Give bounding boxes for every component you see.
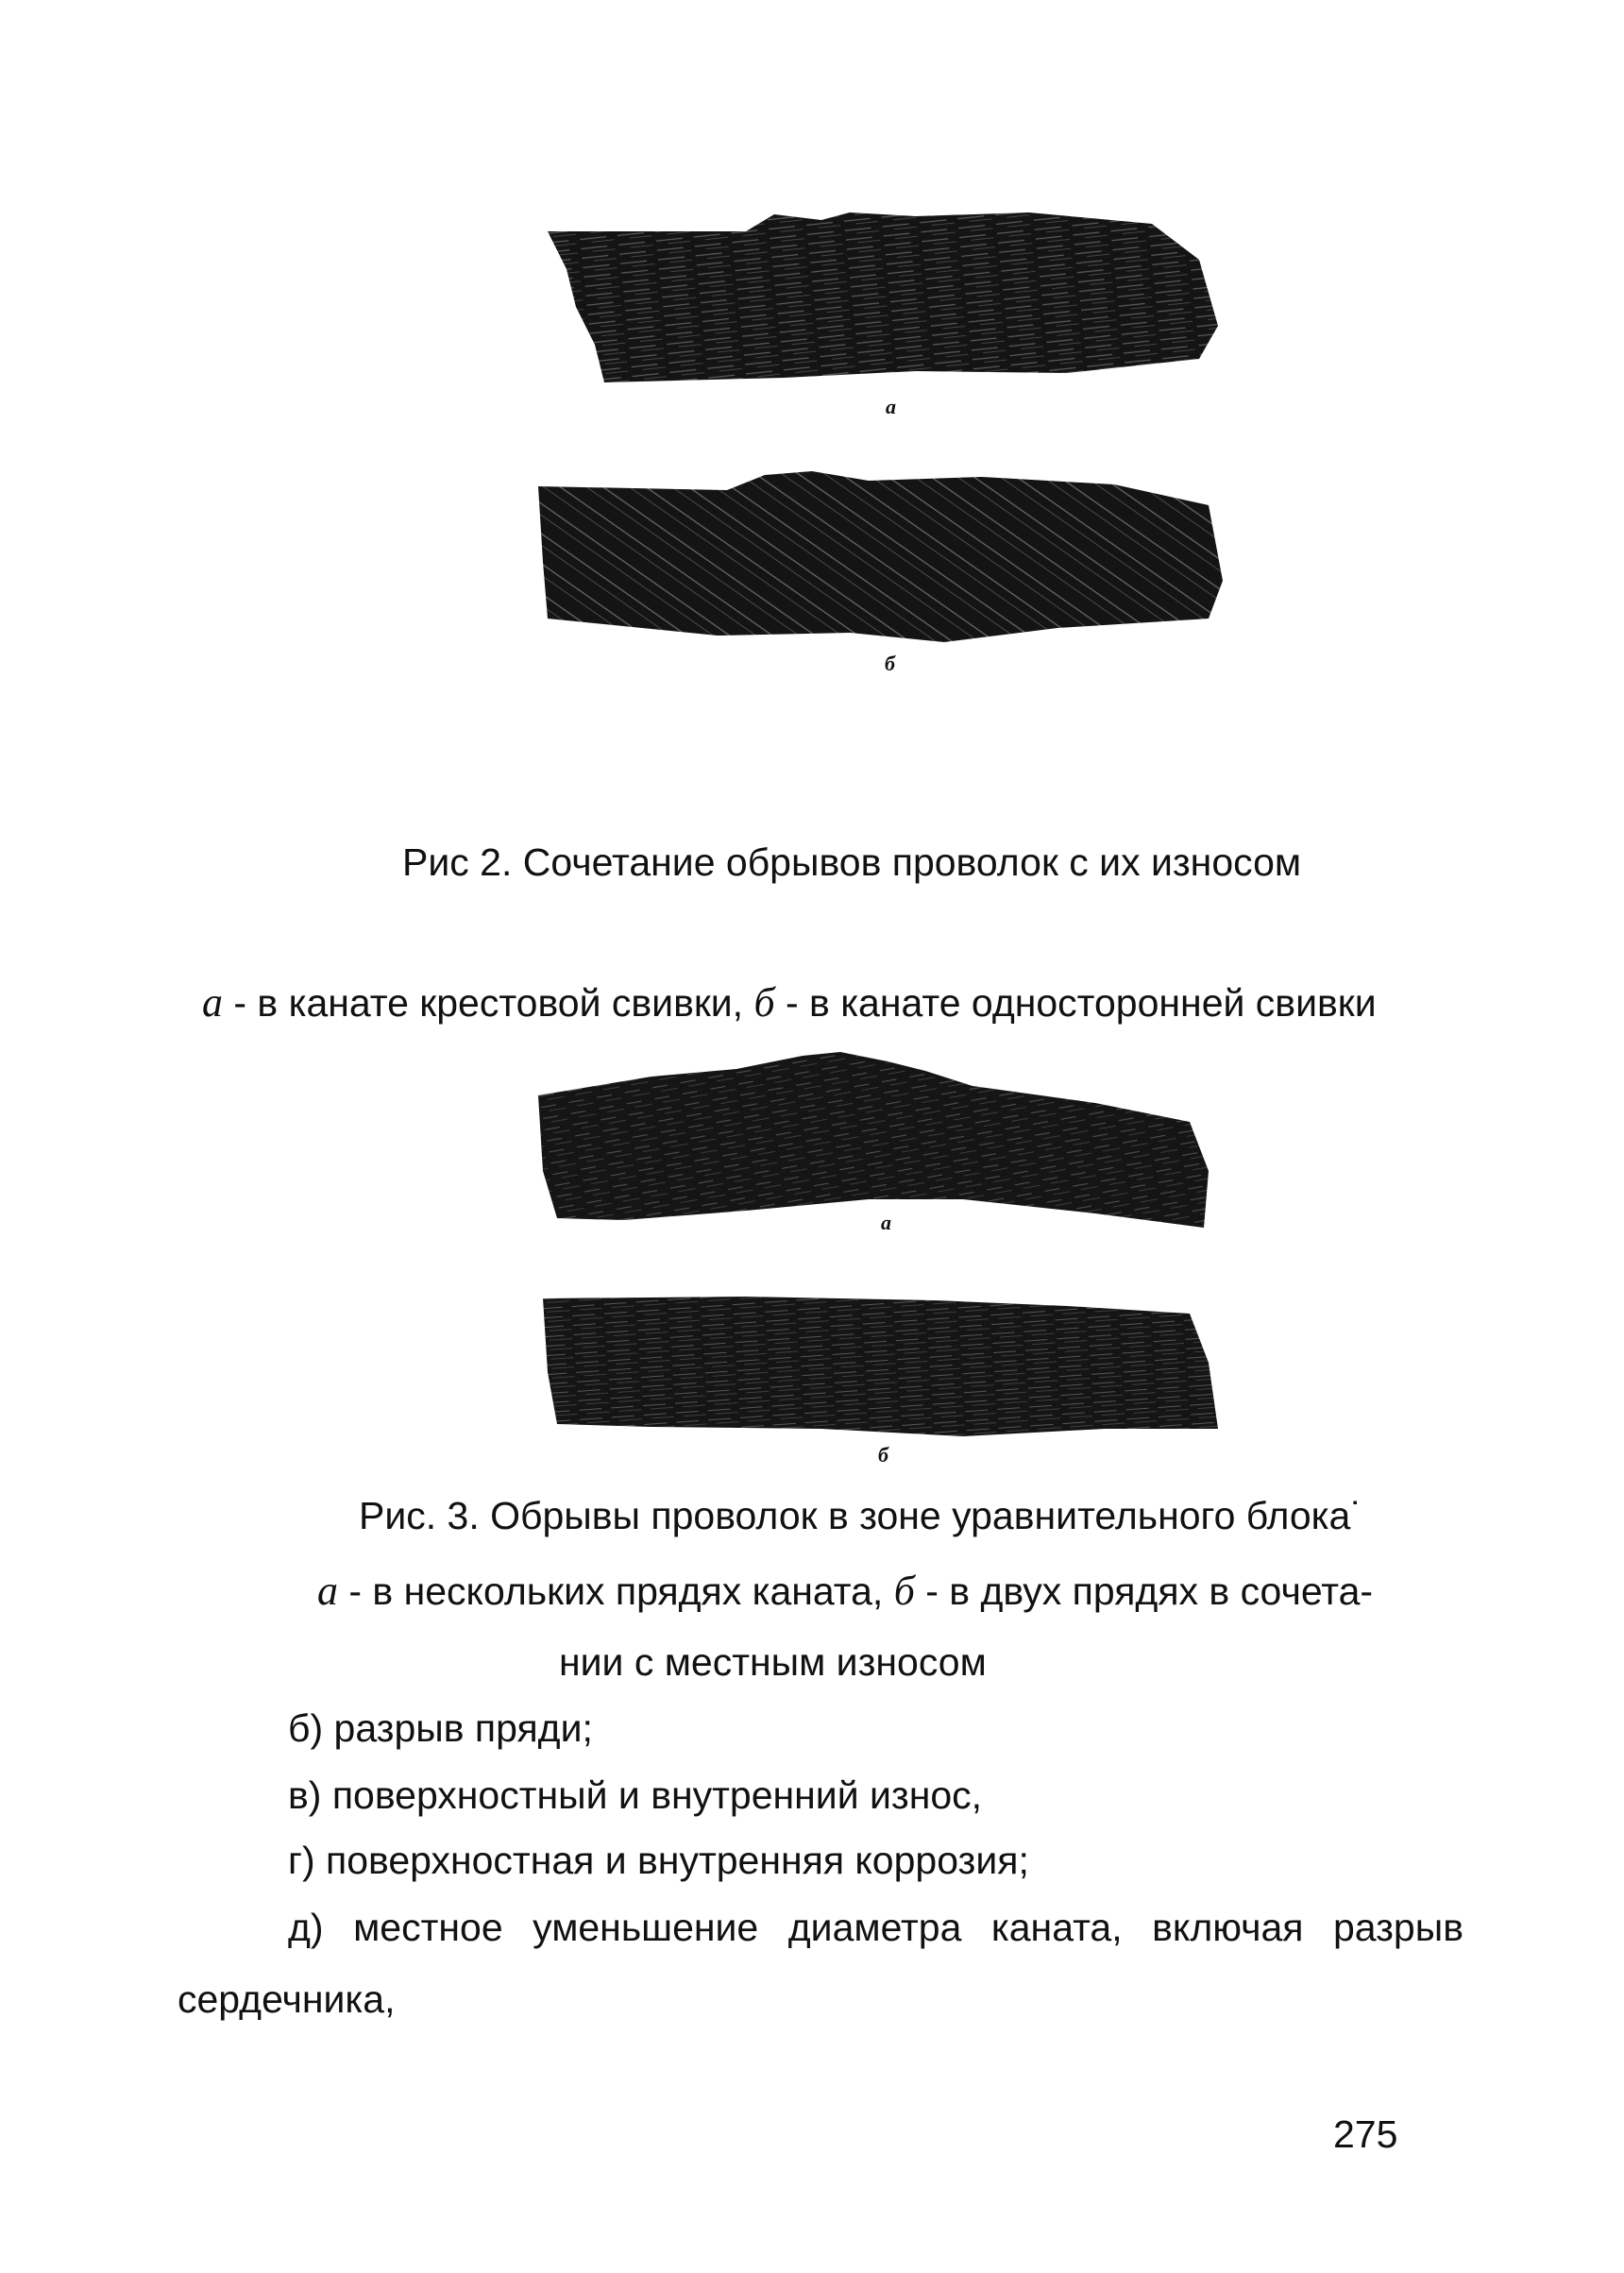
list-item-b: б) разрыв пряди; bbox=[288, 1706, 593, 1750]
list-item-g: г) поверхностная и внутренняя коррозия; bbox=[288, 1839, 1029, 1882]
list-item-v: в) поверхностный и внутренний износ, bbox=[288, 1773, 983, 1817]
figure3-legend-line1 bbox=[317, 1568, 1373, 1615]
rope-image-fig2-a bbox=[538, 203, 1237, 392]
fig3-legend-b-marker: б bbox=[893, 1568, 915, 1614]
fig2-panel-a-label: а bbox=[886, 395, 896, 418]
fig3-panel-b-label: б bbox=[878, 1443, 888, 1467]
fig2-legend-a-text: - в канате крестовой свивки, bbox=[223, 981, 754, 1025]
fig2-panel-b-label: б bbox=[885, 652, 895, 675]
rope-image-fig2-b bbox=[529, 458, 1237, 656]
fig2-legend-b-marker: б bbox=[753, 979, 775, 1026]
fig2-legend-b-text: - в канате односторонней свивки bbox=[774, 981, 1377, 1025]
fig3-legend-a-marker: а bbox=[317, 1568, 338, 1614]
figure3-caption: Рис. 3. Обрывы проволок в зоне уравнительного блока˙ bbox=[359, 1494, 1363, 1537]
fig2-legend-a-marker: а bbox=[202, 979, 223, 1026]
fig3-legend-b-text: - в двух прядях в сочета- bbox=[914, 1569, 1374, 1613]
figure3-legend-line2: нии с местным износом bbox=[559, 1640, 987, 1684]
rope-image-fig3-a bbox=[529, 1048, 1218, 1237]
list-item-d: д) местное уменьшение диаметра каната, включая разрыв bbox=[288, 1906, 1463, 1949]
rope-image-fig3-b bbox=[538, 1287, 1227, 1448]
list-item-d-continuation: сердечника, bbox=[178, 1977, 396, 2021]
figure2-legend bbox=[202, 979, 1377, 1026]
figure2-caption: Рис 2. Сочетание обрывов проволок с их износом bbox=[402, 840, 1302, 884]
fig3-panel-a-label: а bbox=[881, 1211, 891, 1234]
fig3-legend-a-text: - в нескольких прядях каната, bbox=[338, 1569, 894, 1613]
page-number: 275 bbox=[1333, 2112, 1398, 2156]
